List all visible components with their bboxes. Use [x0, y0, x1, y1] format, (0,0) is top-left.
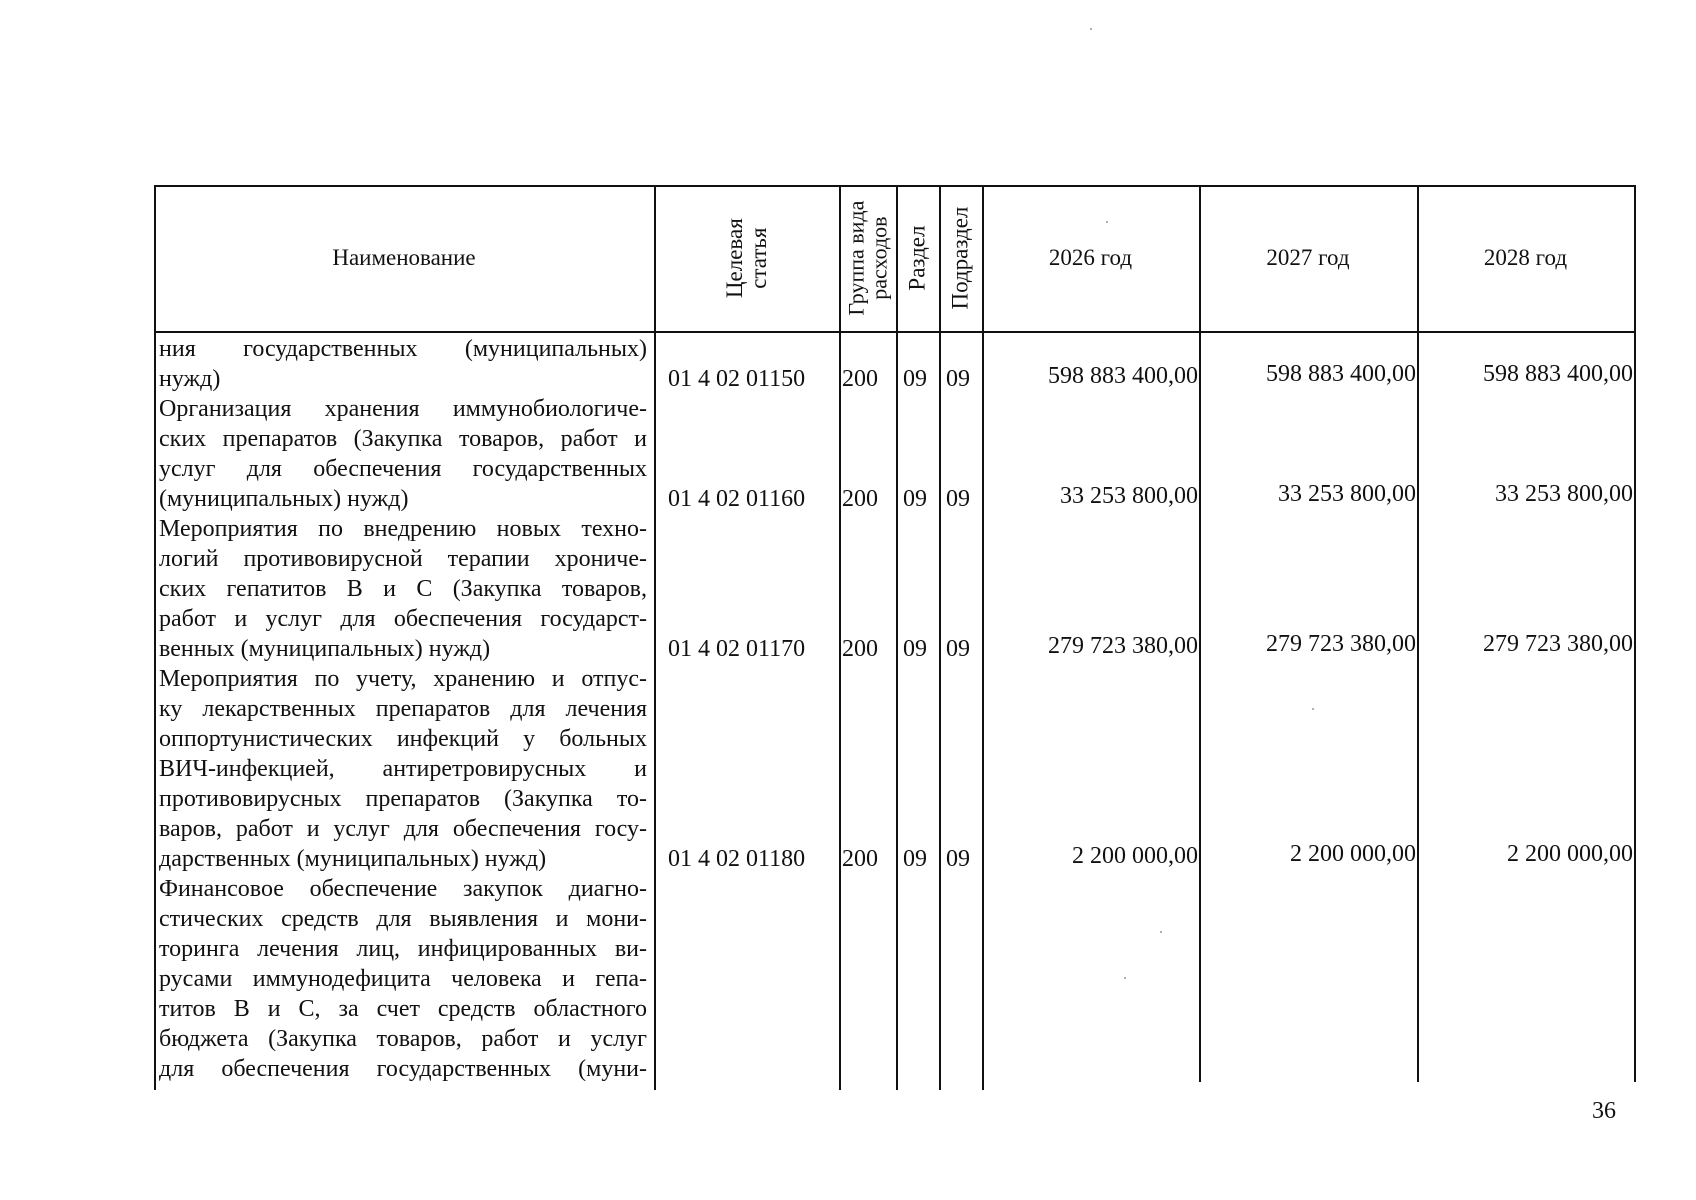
- row-4-section: 09: [903, 846, 927, 872]
- row-3-expense-group: 200: [842, 636, 878, 662]
- row-2-subsection: 09: [946, 486, 970, 512]
- row-2-value-2027: 33 253 800,00: [1278, 481, 1416, 507]
- name-line: услуг для обеспечения государственных: [159, 456, 647, 482]
- row-4-value-2026: 2 200 000,00: [1072, 843, 1198, 869]
- header-name-label: Наименование: [332, 245, 476, 270]
- scan-speck: [1090, 28, 1092, 30]
- row-1-target-article: 01 4 02 01150: [668, 366, 806, 392]
- header-subsection-label: Подраздел: [947, 206, 973, 310]
- header-target-article-label: [722, 218, 770, 298]
- row-2-expense-group: 200: [842, 486, 878, 512]
- name-line: оппортунистических инфекций у больных: [159, 726, 647, 752]
- row-2-target-article: 01 4 02 01160: [668, 486, 806, 512]
- header-target-article-line2: статья: [745, 227, 771, 289]
- header-section: [896, 185, 939, 331]
- row-4-value-2027: 2 200 000,00: [1290, 841, 1416, 867]
- name-line: Мероприятия по учету, хранению и отпус-: [159, 666, 647, 692]
- name-line: для обеспечения государственных (муни-: [159, 1056, 647, 1082]
- row-3-subsection: 09: [946, 636, 970, 662]
- name-line: торинга лечения лиц, инфицированных ви-: [159, 936, 647, 962]
- budget-table: [154, 185, 1634, 1090]
- name-line: ВИЧ-инфекцией, антиретровирусных и: [159, 756, 647, 782]
- row-2-value-2028: 33 253 800,00: [1495, 481, 1633, 507]
- name-line: титов В и С, за счет средств областного: [159, 996, 647, 1022]
- name-line: логий противовирусной терапии хрониче-: [159, 546, 647, 572]
- row-3-section: 09: [903, 636, 927, 662]
- header-2027: [1199, 185, 1417, 331]
- row-1-section: 09: [903, 366, 927, 392]
- name-line: ния государственных (муниципальных): [159, 336, 647, 362]
- row-5-name: [159, 874, 647, 1084]
- header-2026-label: 2026 год: [1048, 245, 1133, 270]
- page-number: 36: [1592, 1098, 1616, 1124]
- header-subsection: [939, 185, 982, 331]
- name-line: стических средств для выявления и мони-: [159, 906, 647, 932]
- name-line: ских препаратов (Закупка товаров, работ и: [159, 426, 647, 452]
- name-line: нужд): [159, 366, 221, 392]
- row-2-section: 09: [903, 486, 927, 512]
- name-line: ку лекарственных препаратов для лечения: [159, 696, 647, 722]
- name-line: работ и услуг для обеспечения государст-: [159, 606, 647, 632]
- name-line: дарственных (муниципальных) нужд): [159, 846, 547, 872]
- header-section-label: Раздел: [904, 225, 930, 291]
- header-expense-group-line2: расходов: [866, 216, 892, 300]
- header-2028: [1417, 185, 1634, 331]
- header-target-article: [654, 185, 839, 331]
- row-4-name: [159, 664, 647, 874]
- name-line: русами иммунодефицита человека и гепа-: [159, 966, 647, 992]
- row-1-value-2026: 598 883 400,00: [1048, 363, 1198, 389]
- row-1-subsection: 09: [946, 366, 970, 392]
- header-2028-label: 2028 год: [1483, 245, 1568, 270]
- row-3-name: [159, 514, 647, 664]
- row-3-value-2026: 279 723 380,00: [1048, 633, 1198, 659]
- name-line: ских гепатитов В и С (Закупка товаров,: [159, 576, 647, 602]
- row-3-target-article: 01 4 02 01170: [668, 636, 806, 662]
- name-line: (муниципальных) нужд): [159, 486, 409, 512]
- row-2-name: [159, 394, 647, 514]
- row-4-value-2028: 2 200 000,00: [1507, 841, 1633, 867]
- row-1-name: [159, 334, 647, 394]
- scan-speck: [1124, 977, 1126, 979]
- name-line: Финансовое обеспечение закупок диагно-: [159, 876, 647, 902]
- header-target-article-line1: Целевая: [721, 218, 747, 298]
- name-line: венных (муниципальных) нужд): [159, 636, 491, 662]
- scan-speck: [1160, 931, 1162, 933]
- header-expense-group: [839, 185, 896, 331]
- header-expense-group-label: [844, 201, 890, 316]
- header-expense-group-line1: Группа вида: [843, 200, 869, 316]
- row-3-value-2027: 279 723 380,00: [1266, 631, 1416, 657]
- name-line: Мероприятия по внедрению новых техно-: [159, 516, 647, 542]
- row-2-value-2026: 33 253 800,00: [1060, 483, 1198, 509]
- row-1-value-2028: 598 883 400,00: [1483, 361, 1633, 387]
- col-border-right: [1634, 185, 1636, 1082]
- header-2027-label: 2027 год: [1266, 245, 1350, 270]
- row-1-expense-group: 200: [842, 366, 878, 392]
- scan-speck: [1106, 221, 1108, 223]
- header-name: [154, 185, 654, 331]
- name-line: варов, работ и услуг для обеспечения госу-: [159, 816, 647, 842]
- name-line: противовирусных препаратов (Закупка то-: [159, 786, 647, 812]
- row-4-expense-group: 200: [842, 846, 878, 872]
- header-2026: [982, 185, 1199, 331]
- name-line: Организация хранения иммунобиологиче-: [159, 396, 647, 422]
- row-4-target-article: 01 4 02 01180: [668, 846, 806, 872]
- row-3-value-2028: 279 723 380,00: [1483, 631, 1633, 657]
- header-bottom-border: [154, 331, 1634, 333]
- row-1-value-2027: 598 883 400,00: [1266, 361, 1416, 387]
- scan-speck: [1312, 708, 1314, 710]
- row-4-subsection: 09: [946, 846, 970, 872]
- name-line: бюджета (Закупка товаров, работ и услуг: [159, 1026, 647, 1052]
